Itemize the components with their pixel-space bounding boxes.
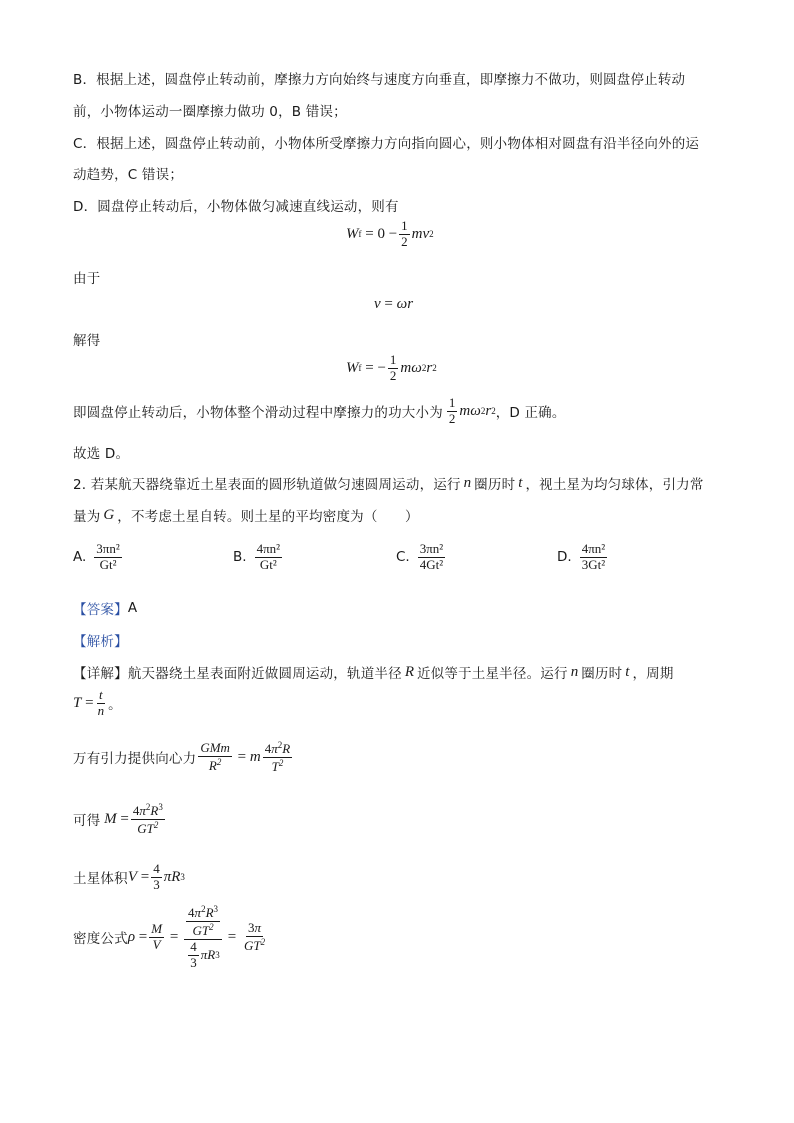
option-b-den: Gt² — [259, 556, 277, 572]
option-a[interactable] — [73, 542, 124, 573]
option-c-line1: C．根据上述，圆盘停止转动前，小物体所受摩擦力方向指向圆心，则小物体相对圆盘有沿半径向外的运 — [73, 136, 700, 152]
q2-text-e: ，不考虑土星自转。则土星的平均密度为（ ） — [117, 509, 419, 525]
option-a-den: Gt² — [99, 556, 117, 572]
option-b-line2: 前，小物体运动一圈摩擦力做功 0，B 错误； — [73, 104, 347, 120]
density-label: 密度公式 — [73, 931, 128, 948]
question-2-line1 — [73, 473, 704, 493]
option-b[interactable] — [233, 542, 284, 573]
option-c-num: 3πn² — [419, 541, 444, 556]
equation-density: ρ = $\frac{M}{V}$ = $4\pi^2R^3$ $GT^2$ $\frac{4}{3}$ πR 3 = $\frac{3\pi}{GT^2}$ — [127, 904, 266, 970]
detail-line — [73, 662, 674, 682]
option-a-num: 3πn² — [96, 541, 120, 556]
option-c-label: C. — [396, 549, 410, 566]
mass-label: 可得 — [73, 813, 101, 830]
detail-var-n: n — [570, 663, 579, 680]
d-conclusion-end: ，D 正确。 — [495, 405, 566, 422]
detail-text-b: 近似等于土星半径。运行 — [416, 666, 568, 682]
period-end: 。 — [108, 697, 122, 714]
equation-mass: M = $\frac{4\pi^2R^3}{GT^2}$ — [100, 802, 163, 836]
option-c-line2: 动趋势，C 错误； — [73, 167, 184, 183]
d-conclusion-formula: $\frac{1}{2}$ mω 2 r 2 — [448, 395, 496, 426]
q2-var-t: t — [518, 474, 523, 491]
option-d-num: 4πn² — [581, 541, 606, 556]
q2-var-n: n — [463, 474, 472, 491]
option-d-den: 3Gt² — [581, 556, 606, 572]
option-b-label: B. — [233, 549, 247, 566]
solve-label: 解得 — [73, 333, 101, 349]
option-d-label: D. — [557, 549, 572, 566]
equation-work-friction: W f = 0 − $\frac{1}{2}$ mv 2 — [346, 218, 434, 249]
volume-label: 土星体积 — [73, 871, 128, 888]
answer-line — [73, 598, 137, 618]
equation-velocity: v = ωr — [374, 296, 414, 312]
equation-volume: V = $\frac{4}{3}$ πR 3 — [127, 861, 185, 892]
option-d-line1: D．圆盘停止转动后，小物体做匀减速直线运动，则有 — [73, 199, 399, 215]
analysis-tag: 【解析】 — [73, 634, 128, 650]
option-b-line1: B．根据上述，圆盘停止转动前，摩擦力方向始终与速度方向垂直，即摩擦力不做功，则圆盘停止转动 — [73, 72, 686, 88]
q2-text-c: ，视土星为均匀球体，引力常 — [525, 477, 704, 493]
equation-density-line — [73, 904, 269, 971]
q2-var-g: G — [103, 506, 115, 523]
detail-tag: 【详解】 — [73, 666, 128, 682]
option-b-num: 4πn² — [256, 541, 281, 556]
detail-text-a: 航天器绕土星表面附近做圆周运动，轨道半径 — [127, 666, 402, 682]
q2-text-b: 圈历时 — [474, 477, 516, 493]
answer-value: A — [127, 600, 138, 616]
option-c-den: 4Gt² — [419, 556, 444, 572]
d-conclusion-text: 即圆盘停止转动后，小物体整个滑动过程中摩擦力的功大小为 — [73, 405, 443, 422]
equation-gravity-line — [73, 740, 294, 775]
choose-d: 故选 D。 — [73, 446, 130, 462]
question-2-line2 — [73, 505, 419, 525]
answer-tag: 【答案】 — [73, 602, 128, 618]
detail-text-d: ，周期 — [632, 666, 674, 682]
equation-volume-line — [73, 862, 185, 893]
because-label: 由于 — [73, 271, 101, 287]
gravity-label: 万有引力提供向心力 — [73, 751, 197, 768]
equation-period: T = $\frac{t}{n}$ 。 — [73, 687, 122, 718]
detail-var-r: R — [404, 663, 414, 680]
detail-var-t: t — [625, 663, 630, 680]
option-c[interactable] — [396, 542, 447, 573]
option-d-conclusion — [73, 396, 566, 427]
equation-mass-line — [73, 802, 167, 837]
option-a-label: A. — [73, 549, 87, 566]
equation-gravity: $\frac{\text{GMm}}{R^2}$ = m $\frac{4\pi^2R}{T^2}$ — [200, 740, 291, 774]
q2-text-a: 2. 若某航天器绕靠近土星表面的圆形轨道做匀速圆周运动，运行 — [73, 477, 461, 493]
detail-text-c: 圈历时 — [581, 666, 623, 682]
q2-text-d: 量为 — [73, 509, 101, 525]
equation-work-result: W f = − $\frac{1}{2}$ mω 2 r 2 — [346, 352, 437, 383]
option-d[interactable] — [557, 542, 609, 573]
